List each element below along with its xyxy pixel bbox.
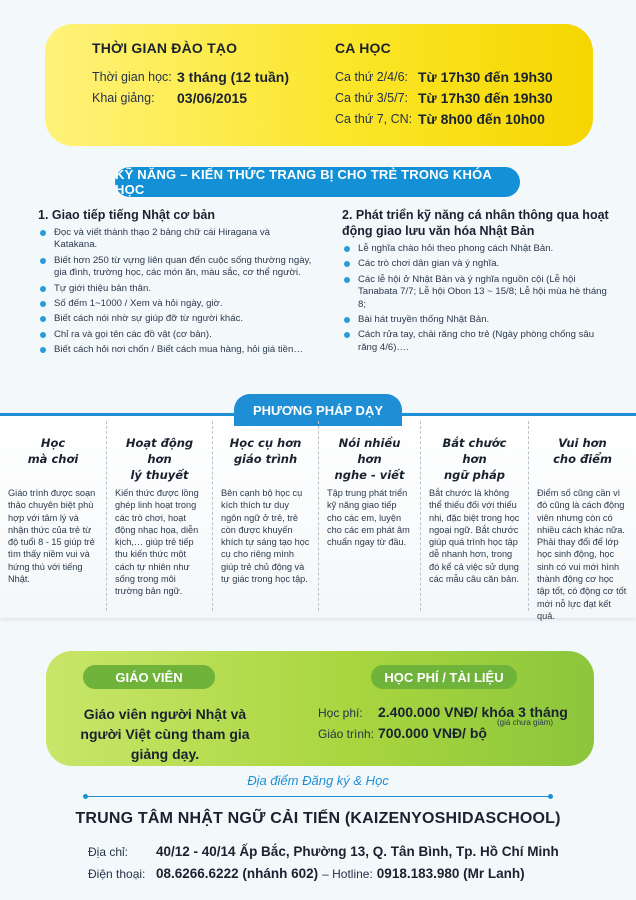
method-title: Hoạt động hơn lý thuyết <box>125 436 194 482</box>
tuition-note: (giá chưa giảm) <box>497 718 554 727</box>
skills-list <box>342 243 610 354</box>
fee-badge: HỌC PHÍ / TÀI LIỆU <box>371 665 517 689</box>
shift-time: Từ 17h30 đến 19h30 <box>418 89 553 106</box>
duration-label: Thời gian học: <box>92 69 172 84</box>
teacher-text: Giáo viên người Nhật và người Việt cùng tham gia giảng dạy. <box>80 706 250 762</box>
hotline-value: 0918.183.980 (Mr Lanh) <box>376 866 525 881</box>
shift-row <box>335 66 553 87</box>
method-text: Bên cạnh bộ học cụ kích thích tư duy ngôn ngữ ở trẻ, trẻ còn được khuyến khích tự sáng tạo học cụ cho riêng mình giúp trẻ chủ động và tự giác trong học tập. <box>221 488 310 585</box>
start-value: 03/06/2015 <box>177 89 248 106</box>
method-text: Tập trung phát triển kỹ năng giao tiếp cho các em, luyện cho các em phát âm chuẩn ngay từ đầu. <box>327 488 410 548</box>
method-text: Kiến thức được lồng ghép linh hoạt trong các trò chơi, hoạt động nhạc họa, diễn kịch,… giúp trẻ tiếp thu kiến thức một cách tự nhiên như sống trong môi trường bản ngữ. <box>115 488 199 597</box>
shift-label: Ca thứ 3/5/7: <box>335 90 408 105</box>
method-card <box>529 421 636 621</box>
skills-title: 2. Phát triển kỹ năng cá nhân thông qua hoạt động giao lưu văn hóa Nhật Bản <box>342 208 609 238</box>
shift-label: Ca thứ 7, CN: <box>335 111 413 126</box>
phone-row <box>88 866 525 881</box>
list-item: Tự giới thiệu bản thân. <box>38 283 313 295</box>
skills-column-communication <box>38 207 313 360</box>
method-card <box>421 421 529 611</box>
list-item: Bài hát truyền thống Nhật Bản. <box>342 314 610 326</box>
skills-banner: KỸ NĂNG – KIẾN THỨC TRANG BỊ CHO TRẺ TRONG KHÓA HỌC <box>115 167 520 197</box>
address-label: Địa chỉ: <box>88 845 129 859</box>
material-label: Giáo trình: <box>318 727 375 741</box>
method-text: Bắt chước là không thể thiếu đối với thiếu nhi, đặc biệt trong học ngoại ngữ. Bắt chước giúp quá trình học tập dễ nhanh hơn, trong đó kể cả việc sử dụng các mẫu câu căn bản. <box>429 488 520 585</box>
duration-row <box>92 66 289 87</box>
list-item: Lễ nghĩa chào hỏi theo phong cách Nhật Bản. <box>342 243 610 255</box>
phone-value: 08.6266.6222 (nhánh 602) <box>156 866 319 881</box>
address-value: 40/12 - 40/14 Ấp Bắc, Phường 13, Q. Tân Bình, Tp. Hồ Chí Minh <box>156 844 559 859</box>
method-title: Nói nhiều hơn nghe - viết <box>334 436 405 482</box>
training-time-title: THỜI GIAN ĐÀO TẠO <box>92 40 238 56</box>
method-title: Vui hơn cho điểm <box>553 436 612 466</box>
method-title: Học cụ hơn giáo trình <box>229 436 302 466</box>
list-item: Chỉ ra và gọi tên các đồ vật (cơ bản). <box>38 329 313 341</box>
shift-time: Từ 17h30 đến 19h30 <box>418 68 553 85</box>
shift-row <box>335 87 553 108</box>
list-item: Cách rửa tay, chải răng cho trẻ (Ngày phòng chống sâu răng 4/6)…. <box>342 329 610 354</box>
center-name: TRUNG TÂM NHẬT NGỮ CẢI TIẾN (KAIZENYOSHIDASCHOOL) <box>75 810 561 827</box>
hotline-label: – Hotline: <box>322 867 373 881</box>
list-item: Biết cách hỏi nơi chốn / Biết cách mua hàng, hỏi giá tiền… <box>38 344 313 356</box>
start-label: Khai giảng: <box>92 90 155 105</box>
shift-label: Ca thứ 2/4/6: <box>335 69 408 84</box>
skills-list <box>38 227 313 357</box>
duration-value: 3 tháng (12 tuần) <box>177 68 290 85</box>
methods-banner: PHƯƠNG PHÁP DẠY <box>234 394 402 426</box>
list-item: Biết cách nói nhờ sự giúp đỡ từ người khác. <box>38 313 313 325</box>
skills-column-culture <box>342 207 610 357</box>
teacher-badge: GIÁO VIÊN <box>83 665 215 689</box>
location-title: Địa điểm Đăng ký & Học <box>247 773 389 788</box>
method-title: Bắt chước hơn ngữ pháp <box>442 436 507 482</box>
tuition-label: Học phí: <box>318 706 363 720</box>
list-item: Đọc và viết thành thạo 2 bảng chữ cái Hiragana và Katakana. <box>38 227 313 252</box>
tuition-value: 2.400.000 VNĐ/ khóa 3 tháng <box>378 704 568 720</box>
list-item: Biết hơn 250 từ vựng liên quan đến cuộc sống thường ngày, gia đình, trường học, các món ăn, màu sắc, cơ thể người. <box>38 255 313 280</box>
method-card <box>0 421 107 611</box>
start-row <box>92 87 289 108</box>
phone-label: Điện thoại: <box>88 867 146 881</box>
divider <box>88 796 548 797</box>
material-row <box>318 725 487 741</box>
shifts-title: CA HỌC <box>335 40 391 56</box>
list-item: Các trò chơi dân gian và ý nghĩa. <box>342 258 610 270</box>
method-title: Học mà chơi <box>27 436 79 466</box>
method-card <box>213 421 319 611</box>
method-text: Điểm số cũng cần vì đó cũng là cách động viên nhưng còn có nhiều cách khác nữa. Phải thay đổi để lớp học sinh động, học sinh có vui mới hình thành động cơ học tập tốt, có động cơ tốt mới nỗ lực đạt kết quả. <box>537 488 627 621</box>
method-card <box>319 421 421 611</box>
training-time-column <box>92 40 289 108</box>
list-item: Các lễ hội ở Nhật Bản và ý nghĩa nguồn cội (Lễ hội Tanabata 7/7; Lễ hội Obon 13 ~ 15/8; Lễ hội mùa hè tháng 8; <box>342 274 610 311</box>
list-item: Số đếm 1~1000 / Xem và hỏi ngày, giờ. <box>38 298 313 310</box>
shifts-column <box>335 40 553 129</box>
address-row <box>88 844 559 859</box>
method-text: Giáo trình được soạn thảo chuyên biệt phù hợp với tâm lý và nhận thức của trẻ từ độ tuổi 8 - 15 giúp trẻ tìm thấy niềm vui và hứng thú với tiếng Nhật. <box>8 488 96 585</box>
schedule-box <box>45 24 593 146</box>
method-card <box>107 421 213 611</box>
shift-row <box>335 108 553 129</box>
skills-title: 1. Giao tiếp tiếng Nhật cơ bản <box>38 208 215 222</box>
shift-time: Từ 8h00 đến 10h00 <box>418 110 545 127</box>
material-value: 700.000 VNĐ/ bộ <box>378 725 487 741</box>
